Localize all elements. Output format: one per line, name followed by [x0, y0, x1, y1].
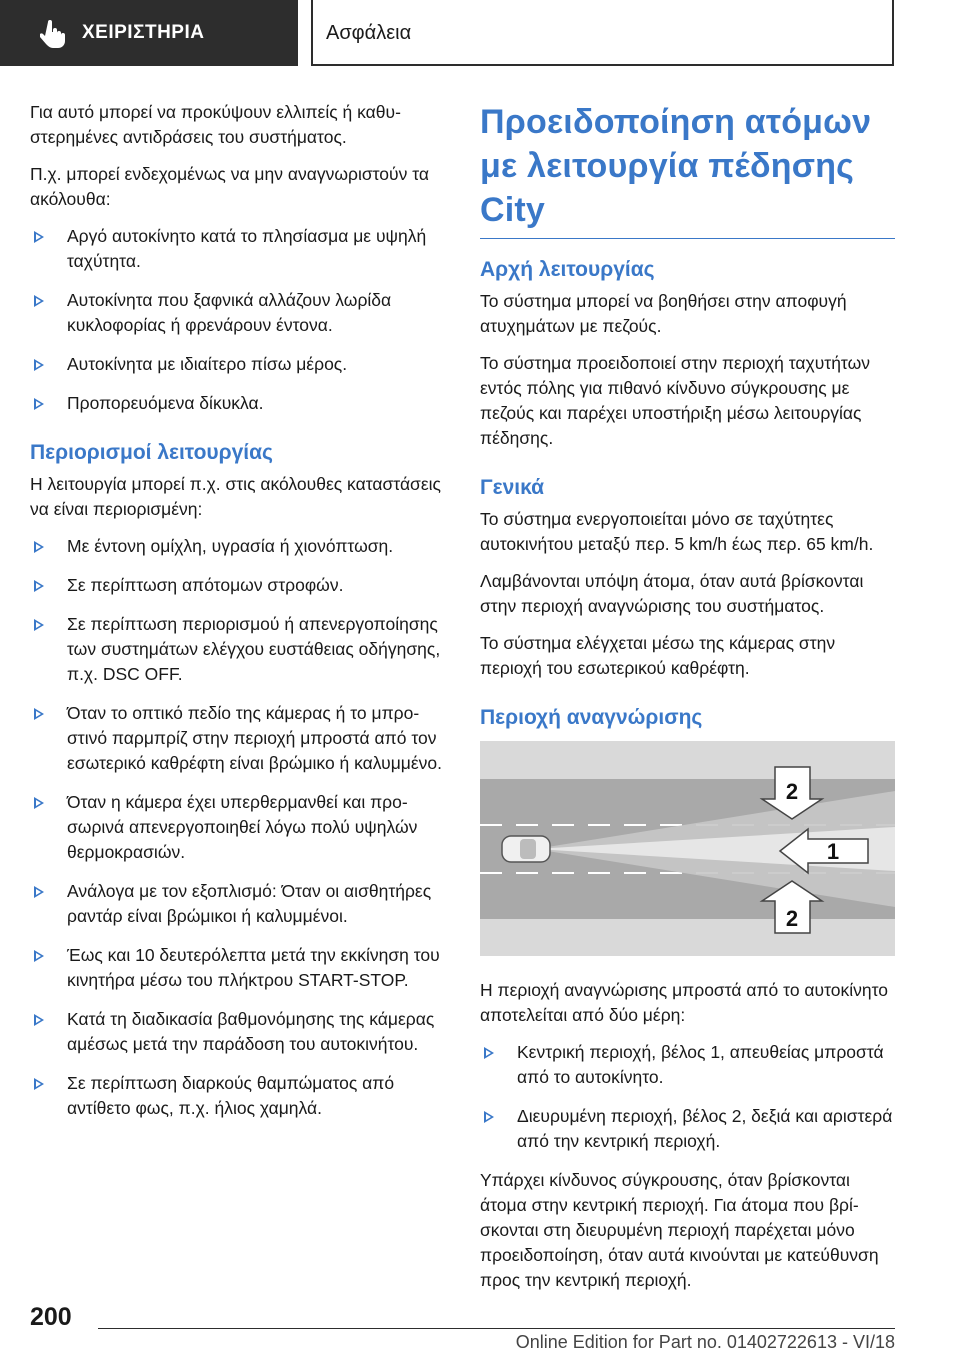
header-divider: [892, 0, 894, 66]
triangle-bullet-icon: [34, 541, 44, 553]
header-divider: [311, 0, 313, 66]
triangle-bullet-icon: [34, 231, 44, 243]
section-heading: Αρχή λειτουργίας: [480, 258, 655, 281]
list-item: Κατά τη διαδικασία βαθμονόμησης της κάμερας αμέσως μετά την παράδοση του αυτοκινήτου.: [30, 1007, 450, 1057]
section-heading: Περιορισμοί λειτουργίας: [30, 441, 273, 464]
header-rule: [311, 64, 894, 66]
list-item: Αυτοκίνητα που ξαφνικά αλλάζουν λωρίδα κυκλοφορίας ή φρενάρουν έντονα.: [30, 288, 450, 338]
section-heading: Περιοχή αναγνώρισης: [480, 706, 703, 729]
triangle-bullet-icon: [34, 797, 44, 809]
car-icon: [502, 836, 550, 862]
page-title: Προειδοποίηση ατόμων με λειτουργία πέδησης City: [480, 103, 872, 229]
triangle-bullet-icon: [484, 1111, 494, 1123]
list-item: Διευρυμένη περιοχή, βέλος 2, δεξιά και αριστερά από την κεντρική περιοχή.: [480, 1104, 895, 1154]
paragraph: Για αυτό μπορεί να προκύψουν ελλιπείς ή καθυστερημένες αντιδράσεις του συστήματος.: [30, 102, 401, 147]
list-item: Ανάλογα με τον εξοπλισμό: Όταν οι αισθητήρες ραντάρ είναι βρώμικοι ή καλυμμένοι.: [30, 879, 450, 929]
triangle-bullet-icon: [34, 950, 44, 962]
arrow-2-bottom-label: 2: [785, 906, 799, 931]
list-item: Όταν η κάμερα έχει υπερθερμανθεί και προσωρινά απενεργοποιηθεί λόγω πολύ υψηλών θερμοκρασιών.: [30, 790, 450, 865]
paragraph: Το σύστημα μπορεί να βοηθήσει στην αποφυγή ατυχημάτων με πεζούς.: [480, 291, 847, 336]
arrow-1-label: 1: [826, 839, 840, 864]
title-rule: [480, 238, 895, 239]
edition-note: Online Edition for Part no. 01402722613 - VI/18: [515, 1332, 895, 1352]
paragraph: Π.χ. μπορεί ενδεχομένως να μην αναγνωριστούν τα ακόλουθα:: [30, 164, 430, 209]
paragraph: Η περιοχή αναγνώρισης μπροστά από το αυτοκίνητο αποτελείται από δύο μέρη:: [480, 980, 889, 1025]
chapter-tab: [0, 0, 298, 66]
list-item: Αυτοκίνητα με ιδιαίτερο πίσω μέρος.: [30, 352, 450, 377]
triangle-bullet-icon: [34, 1014, 44, 1026]
list-item: Έως και 10 δευτερόλεπτα μετά την εκκίνηση του κινητήρα μέσω του πλήκτρου START-STOP.: [30, 943, 450, 993]
paragraph: Το σύστημα προειδοποιεί στην περιοχή ταχυτήτων εντός πόλης για πιθανό κίνδυνο σύγκρουσης με πεζούς και παρέχει υποστήριξη μέσω λειτουργίας πέδησης.: [480, 353, 870, 448]
bullet-list: [30, 224, 450, 416]
section-title: Ασφάλεια: [326, 22, 412, 44]
arrow-2-top-label: 2: [785, 779, 799, 804]
triangle-bullet-icon: [34, 359, 44, 371]
page-header: [0, 0, 960, 66]
paragraph: Υπάρχει κίνδυνος σύγκρουσης, όταν βρίσκονται άτομα στην κεντρική περιοχή. Για άτομα που βρίσκονται στη διευρυμένη περιοχή παρέχεται μόνο προειδοποίηση, όταν αυτά κινούνται με κατεύθυνση προς την κεντρική περιοχή.: [480, 1170, 879, 1290]
paragraph: Λαμβάνονται υπόψη άτομα, όταν αυτά βρίσκονται στην περιοχή αναγνώρισης του συστήματος.: [480, 571, 864, 616]
triangle-bullet-icon: [34, 580, 44, 592]
list-item: Με έντονη ομίχλη, υγρασία ή χιονόπτωση.: [30, 534, 450, 559]
paragraph: Το σύστημα ενεργοποιείται μόνο σε ταχύτητες αυτοκινήτου μεταξύ περ. 5 km/h έως περ. 65 km/h.: [480, 509, 874, 554]
triangle-bullet-icon: [34, 886, 44, 898]
triangle-bullet-icon: [34, 708, 44, 720]
list-item: Προπορευόμενα δίκυκλα.: [30, 391, 450, 416]
footer-rule: [98, 1328, 895, 1329]
hand-pointer-icon: [40, 20, 66, 48]
chapter-title: ΧΕΙΡΙΣΤΗΡΙΑ: [82, 22, 205, 43]
paragraph: Η λειτουργία μπορεί π.χ. στις ακόλουθες καταστάσεις να είναι περιορισμένη:: [30, 474, 441, 519]
left-column: [30, 100, 450, 1135]
detection-area-diagram: [480, 741, 895, 956]
list-item: Σε περίπτωση απότομων στροφών.: [30, 573, 450, 598]
triangle-bullet-icon: [34, 398, 44, 410]
list-item: Όταν το οπτικό πεδίο της κάμερας ή το μπροστινό παρμπρίζ στην περιοχή μπροστά από τον εσωτερικό καθρέφτη είναι βρώμικο ή καλυμμένο.: [30, 701, 450, 776]
triangle-bullet-icon: [34, 295, 44, 307]
triangle-bullet-icon: [484, 1047, 494, 1059]
triangle-bullet-icon: [34, 619, 44, 631]
page-number: 200: [30, 1303, 72, 1331]
list-item: Σε περίπτωση διαρκούς θαμπώματος από αντίθετο φως, π.χ. ήλιος χαμηλά.: [30, 1071, 450, 1121]
list-item: Αργό αυτοκίνητο κατά το πλησίασμα με υψηλή ταχύτητα.: [30, 224, 450, 274]
right-column: [480, 100, 895, 1305]
bullet-list: [480, 1040, 895, 1154]
bullet-list: [30, 534, 450, 1121]
triangle-bullet-icon: [34, 1078, 44, 1090]
list-item: Κεντρική περιοχή, βέλος 1, απευθείας μπροστά από το αυτοκίνητο.: [480, 1040, 895, 1090]
section-heading: Γενικά: [480, 476, 545, 499]
list-item: Σε περίπτωση περιορισμού ή απενεργοποίησης των συστημάτων ελέγχου ευστάθειας οδήγησης, π.χ. DSC OFF.: [30, 612, 450, 687]
paragraph: Το σύστημα ελέγχεται μέσω της κάμερας στην περιοχή του εσωτερικού καθρέφτη.: [480, 633, 836, 678]
